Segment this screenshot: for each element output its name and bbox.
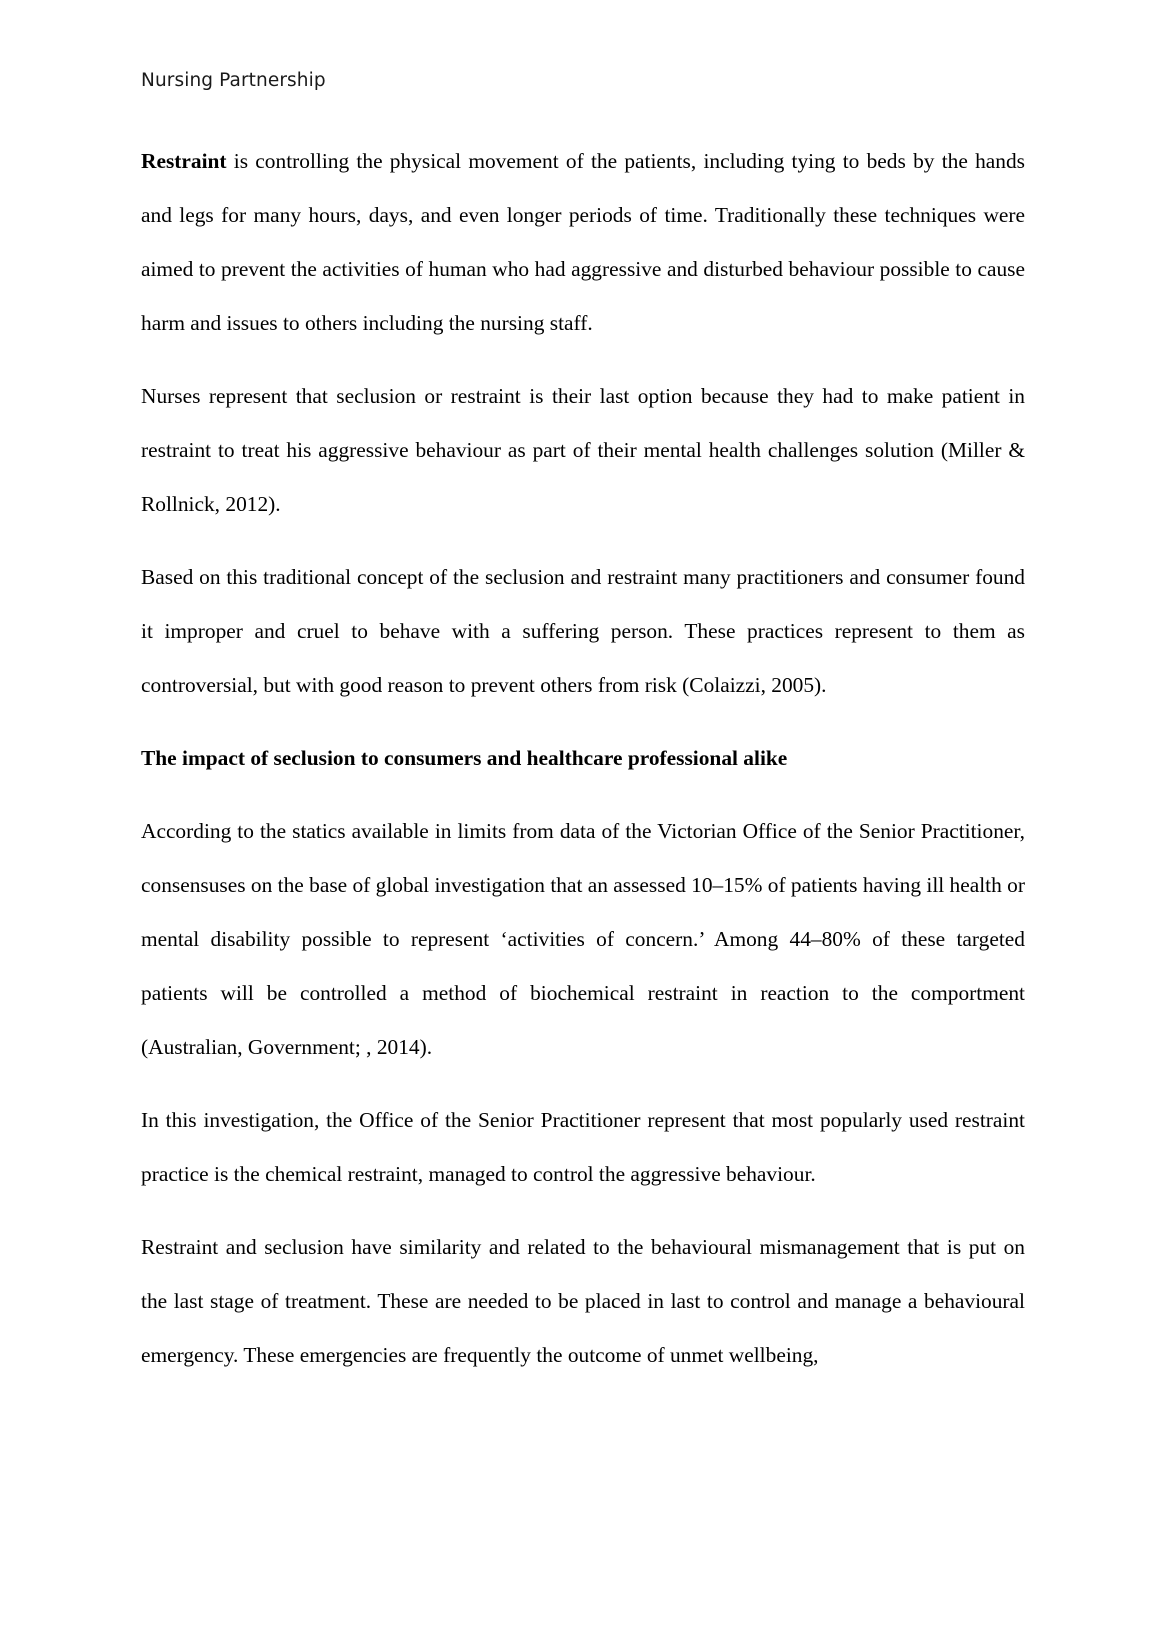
- paragraph-traditional-concept: Based on this traditional concept of the seclusion and restraint many practitioners and consumer found it improper and cruel to behave with a suffering person. These practices represent to them as controversial, but with good reason to prevent others from risk (Colaizzi, 2005).: [141, 565, 1025, 697]
- paragraph-behavioural-emergency: Restraint and seclusion have similarity and related to the behavioural mismanagement that is put on the last stage of treatment. These are needed to be placed in last to control and manage a behavioural emergency. These emergencies are frequently the outcome of unmet wellbeing,: [141, 1235, 1025, 1367]
- paragraph-restraint-definition: [141, 134, 1025, 350]
- paragraph-chemical-restraint: In this investigation, the Office of the Senior Practitioner represent that most popularly used restraint practice is the chemical restraint, managed to control the aggressive behaviour.: [141, 1108, 1025, 1186]
- document-body: [141, 134, 1025, 1401]
- paragraph-nurses-last-option: Nurses represent that seclusion or restraint is their last option because they had to make patient in restraint to treat his aggressive behaviour as part of their mental health challenges solution (Miller & Rollnick, 2012).: [141, 384, 1025, 516]
- paragraph-statistics: According to the statics available in limits from data of the Victorian Office of the Senior Practitioner, consensuses on the base of global investigation that an assessed 10–15% of patients having ill health or mental disability possible to represent ‘activities of concern.’ Among 44–80% of these targeted patients will be controlled a method of biochemical restraint in reaction to the comportment (Australian, Government; , 2014).: [141, 819, 1025, 1059]
- paragraph-lead-term: Restraint: [141, 149, 227, 173]
- section-heading: The impact of seclusion to consumers and healthcare professional alike: [141, 746, 788, 770]
- running-header: Nursing Partnership: [141, 70, 326, 91]
- paragraph-text: is controlling the physical movement of the patients, including tying to beds by the hands and legs for many hours, days, and even longer periods of time. Traditionally these techniques were aimed to prevent the activities of human who had aggressive and disturbed behaviour possible to cause harm and issues to others including the nursing staff.: [141, 149, 1025, 335]
